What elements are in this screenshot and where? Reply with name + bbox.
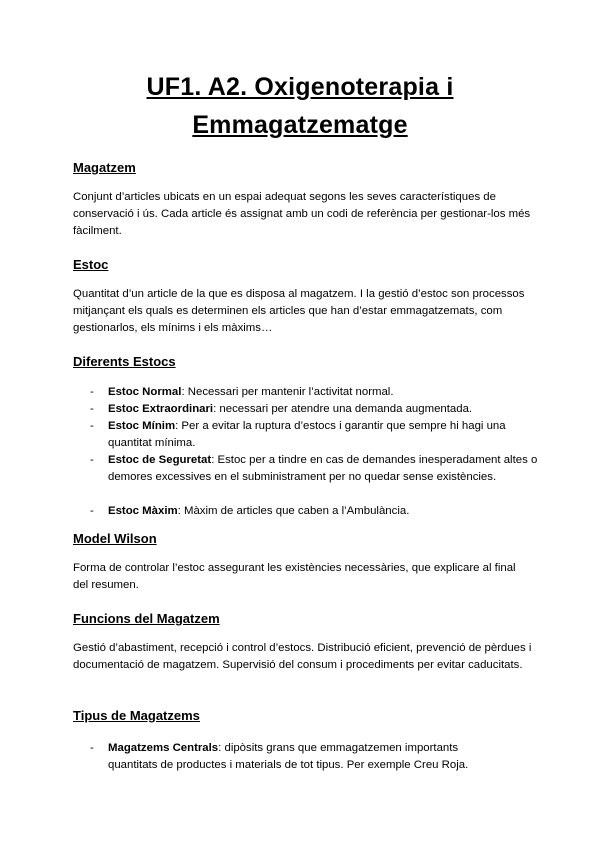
heading-estoc: Estoc [73,257,109,272]
heading-tipus-magatzems: Tipus de Magatzems [73,708,200,723]
list-item-desc: : dipòsits grans que emmagatzemen importants quantitats de productes i materials de tot tipus. Per exemple Creu Roja. [108,742,469,771]
bullet-marker: - [90,386,94,398]
bullet-marker: - [90,742,94,754]
paragraph-model-wilson: Forma de controlar l’estoc assegurant les existències necessàries, que explicare al final del resumen. [73,562,516,591]
paragraph-funcions-magatzem: Gestió d’abastiment, recepció i control d’estocs. Distribució eficient, prevenció de pèrdues i documentació de magatzem. Supervisió del consum i procediments per evitar caducitats. [73,642,532,671]
heading-diferents-estocs: Diferents Estocs [73,354,176,369]
page-title-line2: Emmagatzematge [192,111,408,139]
paragraph-estoc: Quantitat d’un article de la que es disposa al magatzem. I la gestió d’estoc son processos mitjançant els quals es determinen els articles que han d’estar emmagatzemats, com gestionarlos, els mínims i els màxims… [73,288,525,334]
list-item-term: Magatzems Centrals [108,742,219,754]
heading-funcions-magatzem: Funcions del Magatzem [73,611,220,626]
heading-magatzem: Magatzem [73,160,136,175]
list-item-term: Estoc Extraordinari [108,403,214,415]
list-item-desc: : Necessari per mantenir l’activitat normal. [181,386,394,398]
bullet-marker: - [90,454,94,466]
list-item-term: Estoc Normal [108,386,182,398]
list-item-desc: : Màxim de articles que caben a l’Ambulància. [177,505,410,517]
list-item-estoc-minim [108,418,538,452]
list-item-term: Estoc de Seguretat [108,454,212,466]
page-title-line1: UF1. A2. Oxigenoterapia i [146,73,454,101]
list-item-desc: : necessari per atendre una demanda augmentada. [213,403,473,415]
list-item-desc: : Estoc per a tindre en cas de demandes inesperadament altes o demores excessives en el subministrament per no quedar sense existències. [108,454,538,483]
paragraph-magatzem: Conjunt d’articles ubicats en un espai adequat segons les seves característiques de conservació i ús. Cada article és assignat amb un codi de referència per gestionar-los més fàcilment. [73,191,531,237]
list-item-estoc-normal [108,384,538,401]
list-item-magatzems-centrals [108,740,508,774]
list-item-term: Estoc Mínim [108,420,176,432]
bullet-marker: - [90,505,94,517]
list-item-estoc-seguretat [108,452,538,486]
list-item-estoc-extraordinari [108,401,538,418]
bullet-marker: - [90,403,94,415]
list-item-term: Estoc Màxim [108,505,178,517]
heading-model-wilson: Model Wilson [73,531,157,546]
list-item-estoc-maxim [108,503,538,520]
list-item-desc: : Per a evitar la ruptura d’estocs i garantir que sempre hi hagi una quantitat mínima. [108,420,506,449]
bullet-marker: - [90,420,94,432]
